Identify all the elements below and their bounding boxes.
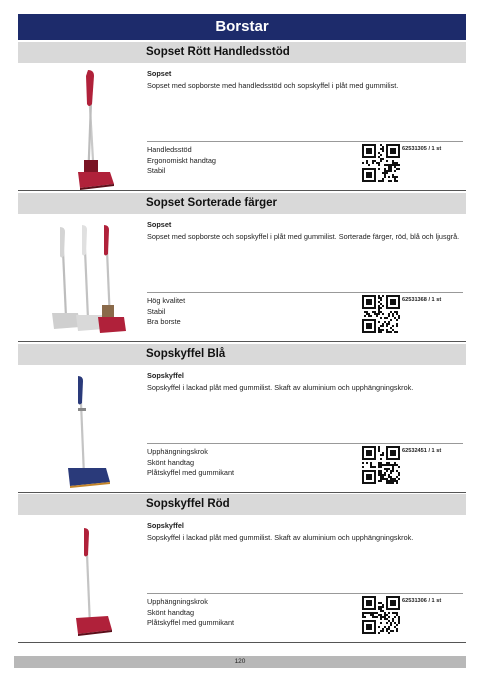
product-subheading: Sopskyffel — [147, 521, 184, 530]
feature-item: Ergonomiskt handtag — [147, 155, 216, 165]
product-description: Sopset med sopborste och sopskyffel i plåt med gummilist. Sorterade färger, röd, blå och ljusgrå. — [147, 232, 460, 241]
feature-item: Skönt handtag — [147, 457, 195, 467]
feature-item: Upphängningskrok — [147, 597, 208, 606]
product-title: Sopset Rött Handledsstöd — [18, 42, 466, 63]
feature-item: Stabil — [147, 166, 166, 176]
product-description: Sopskyffel i lackad plåt med gummilist. Skaft av aluminium och upphängningskrok. — [147, 533, 414, 542]
product-title: Sopset Sorterade färger — [18, 193, 466, 214]
section-divider — [18, 492, 466, 493]
qr-code-icon[interactable] — [362, 446, 400, 484]
red-dustpan-image — [18, 518, 142, 642]
red-dustpan-set-image — [18, 66, 142, 190]
feature-item: Hög kvalitet — [147, 296, 186, 305]
product-subheading: Sopskyffel — [147, 371, 184, 380]
feature-item: Plåtskyffel med gummikant — [147, 468, 235, 478]
feature-item: Upphängningskrok — [147, 447, 208, 456]
feature-item: Bra borste — [147, 317, 181, 327]
product-description: Sopset med sopborste med handledsstöd och sopskyffel i plåt med gummilist. — [147, 81, 399, 90]
section-divider — [18, 642, 466, 643]
product-card — [18, 494, 466, 628]
product-title: Sopskyffel Röd — [18, 494, 466, 515]
qr-code-icon[interactable] — [362, 295, 400, 333]
feature-item: Skönt handtag — [147, 607, 195, 617]
page-footer — [14, 656, 466, 668]
section-divider — [18, 341, 466, 342]
product-card — [18, 42, 466, 176]
feature-item: Stabil — [147, 306, 166, 316]
product-subheading: Sopset — [147, 220, 172, 229]
product-card — [18, 344, 466, 478]
article-code: 62532451 / 1 st — [402, 448, 442, 454]
product-card — [18, 193, 466, 327]
article-code: 62531305 / 1 st — [402, 146, 442, 152]
article-code: 62531306 / 1 st — [402, 598, 442, 604]
section-divider — [18, 190, 466, 191]
product-description: Sopskyffel i lackad plåt med gummilist. Skaft av aluminium och upphängningskrok. — [147, 383, 414, 392]
page-number: 120 — [234, 658, 246, 665]
feature-item: Handledsstöd — [147, 145, 192, 154]
blue-dustpan-image — [18, 368, 142, 492]
page-banner: Borstar — [18, 14, 466, 40]
article-code: 62531368 / 1 st — [402, 297, 442, 303]
feature-item: Plåtskyffel med gummikant — [147, 618, 235, 628]
qr-code-icon[interactable] — [362, 596, 400, 634]
assorted-dustpan-sets-image — [18, 217, 142, 341]
product-title: Sopskyffel Blå — [18, 344, 466, 365]
qr-code-icon[interactable] — [362, 144, 400, 182]
product-subheading: Sopset — [147, 69, 172, 78]
